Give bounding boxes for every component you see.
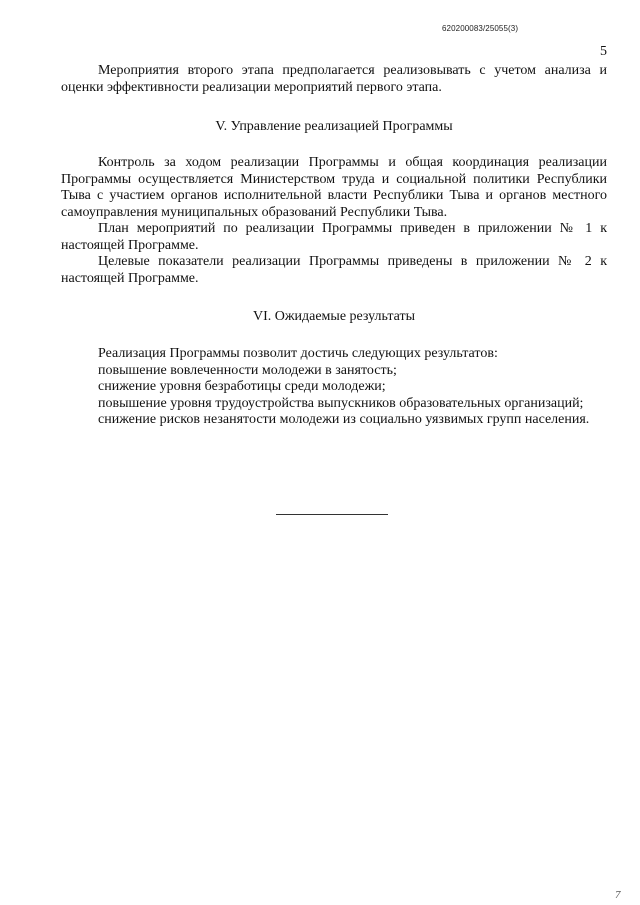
section-5-paragraph-plan: План мероприятий по реализации Программы приведен в приложении № 1 к настоящей Программе. xyxy=(61,221,607,253)
section-5-heading: V. Управление реализацией Программы xyxy=(215,119,453,134)
intro-paragraph: Мероприятия второго этапа предполагается реализовывать с учетом анализа и оценки эффективности реализации мероприятий первого этапа. xyxy=(61,63,607,95)
intro-block xyxy=(61,63,607,96)
result-item-unemployment: снижение уровня безработицы среди молодежи; xyxy=(98,379,386,394)
results-intro: Реализация Программы позволит достичь следующих результатов: xyxy=(98,346,498,361)
end-separator-line xyxy=(276,514,388,515)
section-6-body xyxy=(61,346,607,429)
section-6-heading: VI. Ожидаемые результаты xyxy=(252,309,416,324)
document-code: 620200083/25055(3) xyxy=(442,24,519,33)
page-number: 5 xyxy=(600,44,607,59)
section-5-body xyxy=(61,155,607,287)
corner-mark: 7 xyxy=(615,889,621,901)
section-5-paragraph-control: Контроль за ходом реализации Программы и общая координация реализации Программы осуществляется Министерством труда и социальной политики Республики Тыва с участием органов исполнительной власти Республики Тыва и органов местного самоуправления муниципальных образований Республики Тыва. xyxy=(61,155,607,220)
result-item-engagement: повышение вовлеченности молодежи в занятость; xyxy=(98,362,397,378)
section-5-paragraph-targets: Целевые показатели реализации Программы приведены в приложении № 2 к настоящей Программе. xyxy=(61,254,607,286)
result-item-graduate-employment: повышение уровня трудоустройства выпускников образовательных организаций; xyxy=(98,395,584,411)
result-item-risk-reduction: снижение рисков незанятости молодежи из социально уязвимых групп населения. xyxy=(98,412,590,427)
